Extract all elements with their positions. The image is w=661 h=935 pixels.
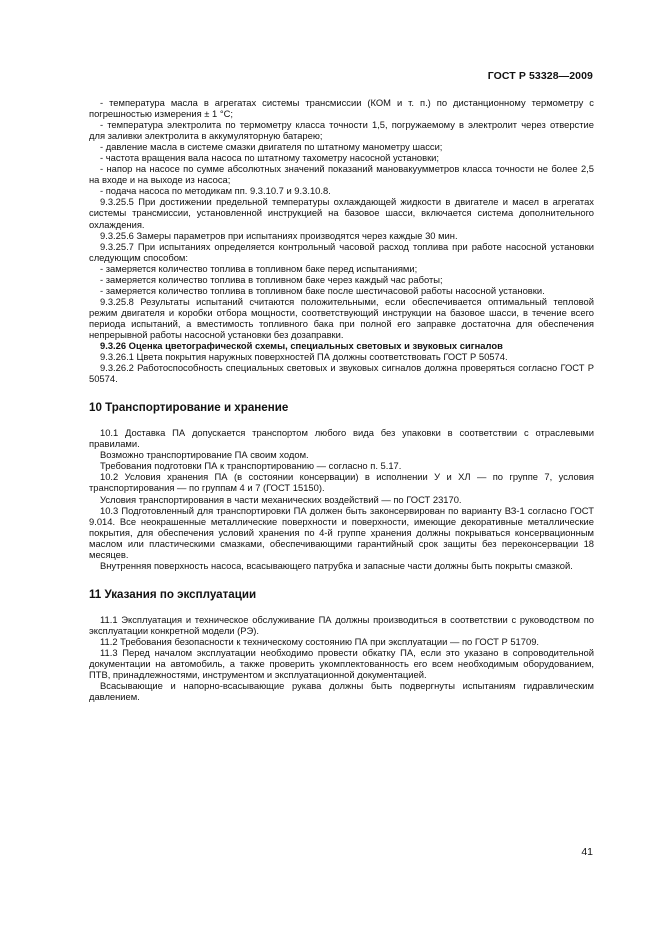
page-content xyxy=(89,97,594,702)
paragraph: Условия транспортирования в части механических воздействий — по ГОСТ 23170. xyxy=(100,493,462,505)
section-heading: 11 Указания по эксплуатации xyxy=(89,587,257,601)
paragraph: 9.3.26.1 Цвета покрытия наружных поверхностей ПА должны соответствовать ГОСТ Р 50574. xyxy=(100,351,508,363)
paragraph: - замеряется количество топлива в топливном баке через каждый час работы; xyxy=(100,273,443,285)
paragraph: 9.3.25.5 При достижении предельной температуры охлаждающей жидкости в двигателе и масел в агрегатах системы трансмиссии, установленной инструкцией на базовое шасси, включается система дополнительного охлаждения. xyxy=(89,196,594,230)
paragraph: Возможно транспортирование ПА своим ходом. xyxy=(100,449,309,461)
paragraph: 9.3.25.6 Замеры параметров при испытаниях производятся через каждые 30 мин. xyxy=(100,229,458,241)
paragraph: - давление масла в системе смазки двигателя по штатному манометру шасси; xyxy=(100,141,443,153)
paragraph: 10.1 Доставка ПА допускается транспортом любого вида без упаковки в соответствии с отраслевыми правилами. xyxy=(89,427,594,450)
paragraph: 10.2 Условия хранения ПА (в состоянии консервации) в исполнении У и ХЛ — по группе 7, условия транспортирования — по группам 4 и 7 (ГОСТ 15150). xyxy=(89,471,594,494)
subsection-heading: 9.3.26 Оценка цветографической схемы, специальных световых и звуковых сигналов xyxy=(100,340,503,352)
paragraph: - температура электролита по термометру класса точности 1,5, погружаемому в электролит через отверстие для заливки электролита в аккумуляторную батарею; xyxy=(89,119,594,142)
paragraph: 9.3.25.8 Результаты испытаний считаются положительными, если обеспечивается оптимальный тепловой режим двигателя и коробки отбора мощности, соответствующий инструкции на базовое шасси, в течение всего периода испытаний, а вместимость топливного бака при полной его заправке достаточна для обеспечения непрерывной работы насосной установки без дозаправки. xyxy=(89,295,594,340)
paragraph: Всасывающие и напорно-всасывающие рукава должны быть подвергнуты испытаниям гидравлическим давлением. xyxy=(89,680,594,703)
paragraph: Требования подготовки ПА к транспортированию — согласно п. 5.17. xyxy=(100,460,402,472)
paragraph: Внутренняя поверхность насоса, всасывающего патрубка и запасные части должны быть покрыты смазкой. xyxy=(100,559,573,571)
paragraph: 9.3.26.2 Работоспособность специальных световых и звуковых сигналов должна проверяться согласно ГОСТ Р 50574. xyxy=(89,362,594,385)
paragraph: - замеряется количество топлива в топливном баке перед испытаниями; xyxy=(100,262,418,274)
paragraph: 11.1 Эксплуатация и техническое обслуживание ПА должны производиться в соответствии с руководством по эксплуатации конкретной модели (РЭ). xyxy=(89,613,594,636)
paragraph: 9.3.25.7 При испытаниях определяется контрольный часовой расход топлива при работе насосной установки следующим способом: xyxy=(89,240,594,263)
document-header: ГОСТ Р 53328—2009 xyxy=(487,70,593,82)
paragraph: - частота вращения вала насоса по штатному тахометру насосной установки; xyxy=(100,152,440,164)
paragraph: - температура масла в агрегатах системы трансмиссии (КОМ и т. п.) по дистанционному термометру с погрешностью измерения ± 1 °С; xyxy=(89,97,594,120)
paragraph: 11.2 Требования безопасности к техническому состоянию ПА при эксплуатации — по ГОСТ Р 51709. xyxy=(100,635,540,647)
page-number: 41 xyxy=(581,846,593,858)
paragraph: - подача насоса по методикам пп. 9.3.10.7 и 9.3.10.8. xyxy=(100,185,331,197)
section-heading: 10 Транспортирование и хранение xyxy=(89,401,289,415)
paragraph: - замеряется количество топлива в топливном баке после шестичасовой работы насосной установки. xyxy=(100,284,545,296)
paragraph: 10.3 Подготовленный для транспортировки ПА должен быть законсервирован по варианту ВЗ-1 согласно ГОСТ 9.014. Все неокрашенные металлические поверхности и поверхности, имеющие декоративные металлические покрытия, для обеспечения условий хранения по 4-й группе хранения должны покрываться консервационным маслом или пластическими смазками, обеспечивающими гарантийный срок защиты без переконсервации 18 месяцев. xyxy=(89,504,594,560)
paragraph: 11.3 Перед началом эксплуатации необходимо провести обкатку ПА, если это указано в сопроводительной документации на автомобиль, а также проверить укомплектованность его всем необходимым оборудованием, ПТВ, принадлежностями, инструментом и эксплуатационной документацией. xyxy=(89,646,594,681)
paragraph: - напор на насосе по сумме абсолютных значений показаний мановакуумметров класса точности не более 2,5 на входе и на выходе из насоса; xyxy=(89,163,594,186)
